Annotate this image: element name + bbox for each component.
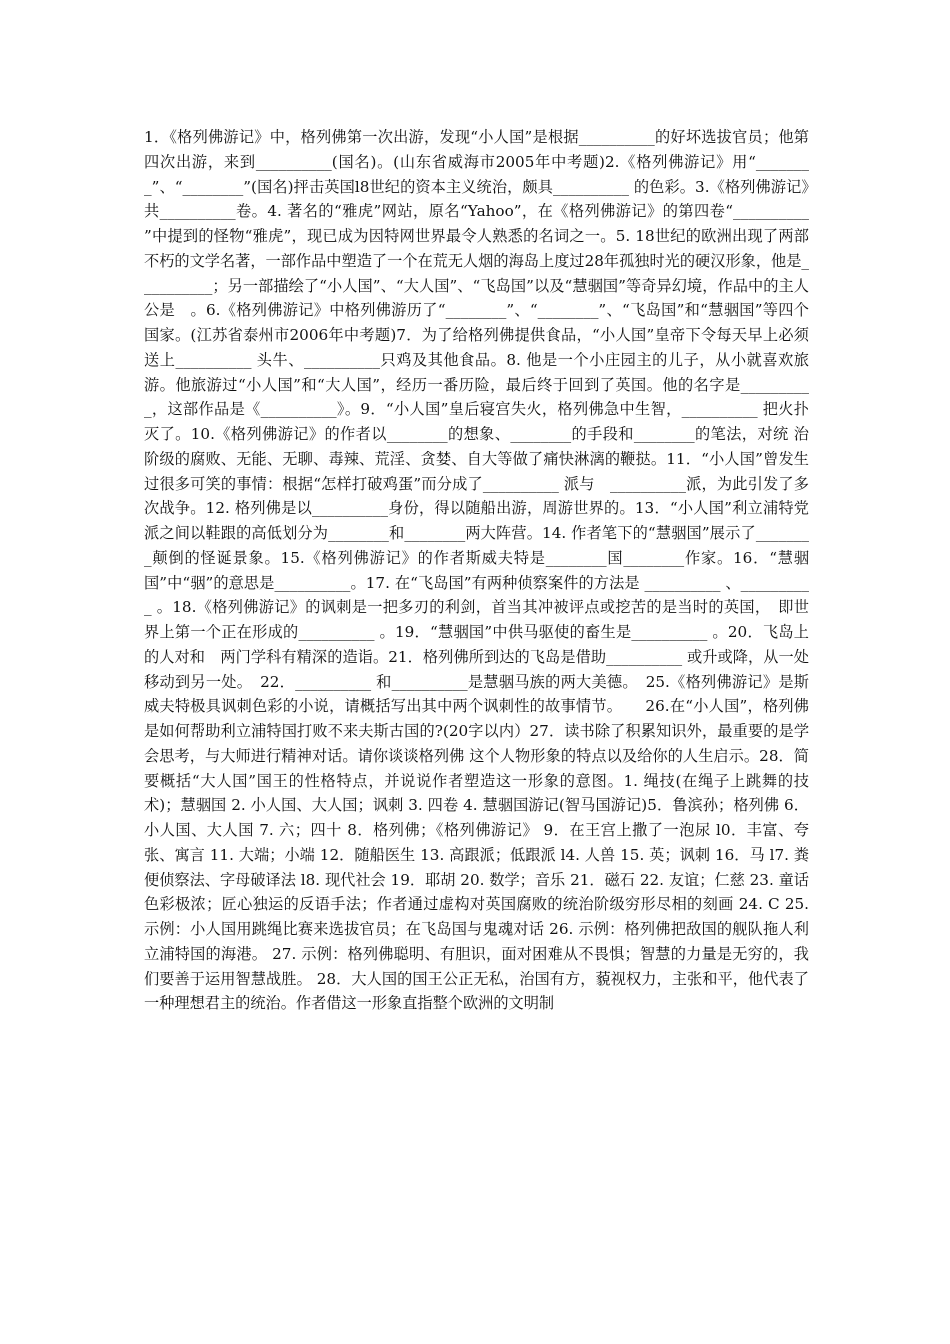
document-body — [144, 125, 809, 1016]
exercise-text: 1．《格列佛游记》中，格列佛第一次出游，发现“小人国”是根据__________的好坏选拔官员；他第四次出游，来到__________(国名)。(山东省威海市2005年中考题)2.《格列佛游记》用“________”、“________”(国名)抨击英国l8世纪的资本主义统治，颇具__________ 的色彩。3.《格列佛游记》共__________卷。4. 著名的“雅虎”网站，原名“Yahoo”，在《格列佛游记》的第四卷“__________ ”中提到的怪物“雅虎”，现已成为因特网世界最令人熟悉的名词之一。5. 18世纪的欧洲出现了两部不朽的文学名著，一部作品中塑造了一个在荒无人烟的海岛上度过28年孤独时光的硬汉形象，他是__________；另一部描绘了“小人国”、“大人国”、“飞岛国”以及“慧骃国”等奇异幻境，作品中的主人公是 。6.《格列佛游记》中格列佛游历了“________”、“________”、“飞岛国”和“慧骃国”等四个国家。(江苏省泰州市2006年中考题)7．为了给格列佛提供食品，“小人国”皇帝下令每天早上必须送上__________ 头牛、__________只鸡及其他食品。8. 他是一个小庄园主的儿子，从小就喜欢旅游。他旅游过“小人国”和“大人国”，经历一番历险，最后终于回到了英国。他的名字是__________，这部作品是《__________》。9．“小人国”皇后寝宫失火，格列佛急中生智，__________ 把火扑灭了。10.《格列佛游记》的作者以________的想象、________的手段和________的笔法，对统 治阶级的腐败、无能、无聊、毒辣、荒淫、贪婪、自大等做了痛快淋漓的鞭挞。11．“小人国”曾发生过很多可笑的事情：根据“怎样打破鸡蛋”而分成了__________ 派与 __________派，为此引发了多次战争。12. 格列佛是以__________身份，得以随船出游，周游世界的。13．“小人国”利立浦特党派之间以鞋跟的高低划分为________和________两大阵营。14. 作者笔下的“慧骃国”展示了________颠倒的怪诞景象。15.《格列佛游记》的作者斯威夫特是________国________作家。16．“慧骃国”中“骃”的意思是__________。17. 在“飞岛国”有两种侦察案件的方法是 __________ 、__________ 。18.《格列佛游记》的讽刺是一把多刃的利剑，首当其冲被评点或挖苦的是当时的英国， 即世界上第一个正在形成的__________ 。19．“慧骃国”中供马驱使的畜生是__________ 。20．飞岛上的人对和 两门学科有精深的造诣。21．格列佛所到达的飞岛是借助__________ 或升或降，从一处移动到另一处。 22．__________ 和__________是慧骃马族的两大美德。 25.《格列佛游记》是斯威夫特极具讽刺色彩的小说，请概括写出其中两个讽刺性的故事情节。 26.在“小人国”，格列佛是如何帮助利立浦特国打败不来夫斯古国的?(20字以内）27．读书除了积累知识外，最重要的是学会思考，与大师进行精神对话。请你谈谈格列佛 这个人物形象的特点以及给你的人生启示。28．简要概括“大人国”国王的性格特点，并说说作者塑造这一形象的意图。1. 绳技(在绳子上跳舞的技术)；慧骃国 2. 小人国、大人国；讽刺 3. 四卷 4. 慧骃国游记(智马国游记)5．鲁滨孙；格列佛 6．小人国、大人国 7. 六；四十 8．格列佛；《格列佛游记》 9．在王宫上撒了一泡尿 l0．丰富、夸张、寓言 11. 大端；小端 12．随船医生 13. 高跟派；低跟派 l4. 人兽 15. 英；讽刺 16．马 l7. 粪便侦察法、字母破译法 l8. 现代社会 19．耶胡 20. 数学；音乐 21．磁石 22. 友谊；仁慈 23. 童话色彩极浓；匠心独运的反语手法；作者通过虚构对英国腐败的统治阶级穷形尽相的刻画 24. C 25. 示例：小人国用跳绳比赛来选拔官员；在飞岛国与鬼魂对话 26. 示例：格列佛把敌国的舰队拖人利立浦特国的海港。 27. 示例：格列佛聪明、有胆识，面对困难从不畏惧；智慧的力量是无穷的，我们要善于运用智慧战胜。 28．大人国的国王公正无私，治国有方，藐视权力，主张和平，他代表了一种理想君主的统治。作者借这一形象直指整个欧洲的文明制 — [144, 128, 809, 1013]
